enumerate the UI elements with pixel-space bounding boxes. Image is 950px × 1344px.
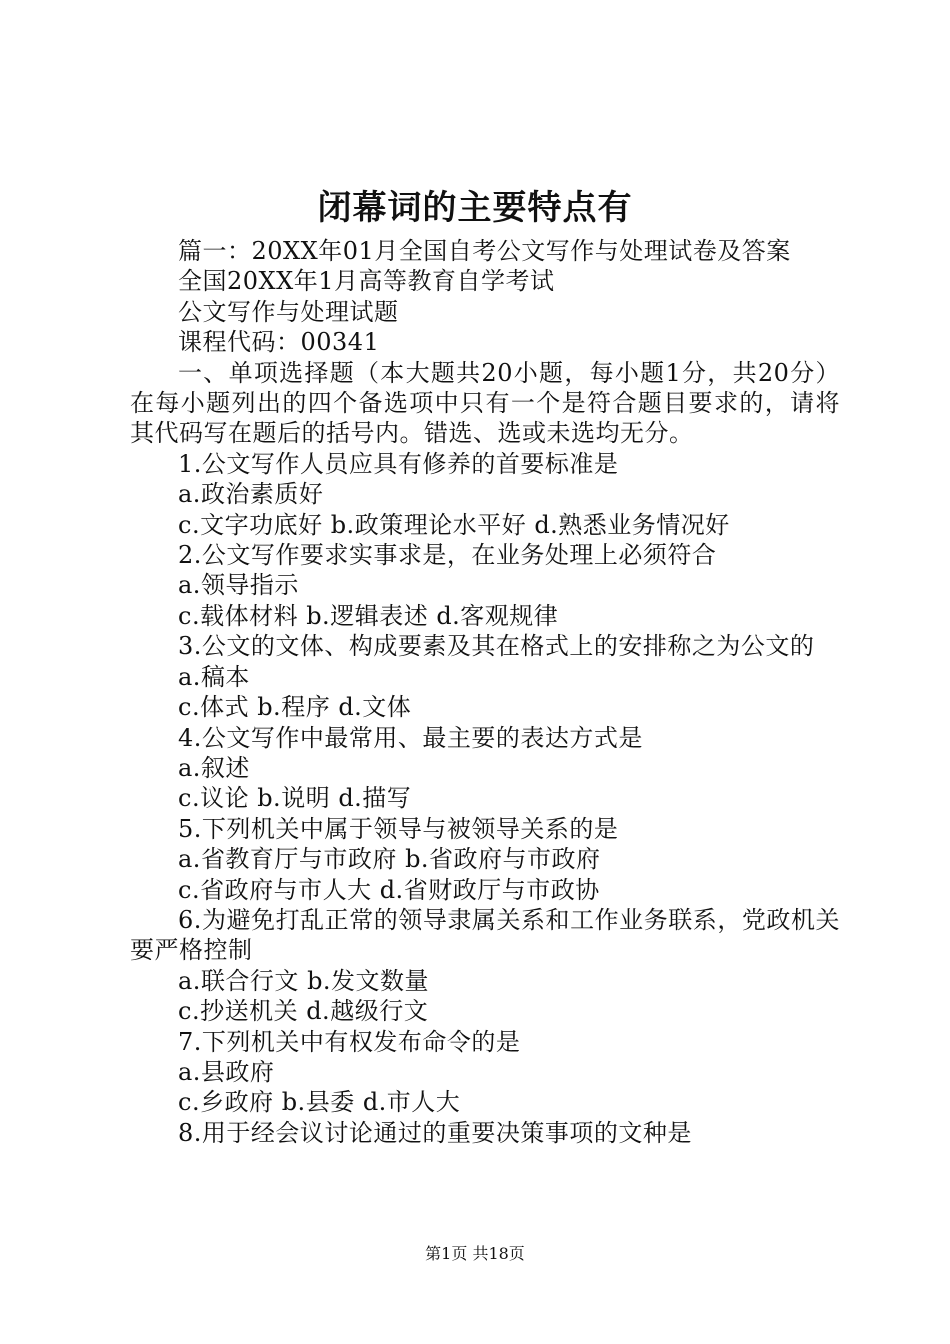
page-footer: 第1页 共18页 bbox=[425, 1244, 525, 1263]
option-line: a.省教育厅与市政府 b.省政府与市政府 bbox=[178, 845, 601, 874]
question-line: 4.公文写作中最常用、最主要的表达方式是 bbox=[178, 723, 643, 752]
question-line: 3.公文的文体、构成要素及其在格式上的安排称之为公文的 bbox=[178, 632, 815, 661]
option-line: a.联合行文 b.发文数量 bbox=[178, 966, 430, 995]
section-heading-paragraph: 一、单项选择题（本大题共20小题，每小题1分，共20分）在每小题列出的四个备选项中只有一个是符合题目要求的，请将其代码写在题后的括号内。错选、选或未选均无分。 bbox=[130, 358, 840, 448]
question-line: 8.用于经会议讨论通过的重要决策事项的文种是 bbox=[178, 1118, 692, 1147]
page-title: 闭幕词的主要特点有 bbox=[317, 188, 633, 228]
question-line: 7.下列机关中有权发布命令的是 bbox=[178, 1027, 521, 1056]
text-line: 课程代码：00341 bbox=[178, 328, 380, 357]
text-line: 公文写作与处理试题 bbox=[178, 297, 399, 326]
option-line: c.省政府与市人大 d.省财政厅与市政协 bbox=[178, 875, 600, 904]
question-line: 6.为避免打乱正常的领导隶属关系和工作业务联系，党政机关要严格控制 bbox=[130, 905, 840, 965]
text-line: 全国20XX年1月高等教育自学考试 bbox=[178, 267, 555, 296]
option-line: a.领导指示 bbox=[178, 571, 299, 600]
question-line: 2.公文写作要求实事求是，在业务处理上必须符合 bbox=[178, 541, 717, 570]
question-line: 1.公文写作人员应具有修养的首要标准是 bbox=[178, 449, 619, 478]
option-line: a.政治素质好 bbox=[178, 480, 324, 509]
option-line: a.县政府 bbox=[178, 1057, 275, 1086]
option-line: a.叙述 bbox=[178, 753, 250, 782]
option-line: c.乡政府 b.县委 d.市人大 bbox=[178, 1088, 461, 1117]
option-line: c.载体材料 b.逻辑表述 d.客观规律 bbox=[178, 601, 559, 630]
document-body bbox=[130, 236, 840, 1148]
question-line: 5.下列机关中属于领导与被领导关系的是 bbox=[178, 814, 619, 843]
option-line: c.文字功底好 b.政策理论水平好 d.熟悉业务情况好 bbox=[178, 510, 730, 539]
text-line: 篇一：20XX年01月全国自考公文写作与处理试卷及答案 bbox=[178, 237, 791, 265]
option-line: c.体式 b.程序 d.文体 bbox=[178, 693, 412, 722]
option-line: a.稿本 bbox=[178, 662, 250, 691]
option-line: c.议论 b.说明 d.描写 bbox=[178, 784, 412, 813]
option-line: c.抄送机关 d.越级行文 bbox=[178, 997, 429, 1026]
